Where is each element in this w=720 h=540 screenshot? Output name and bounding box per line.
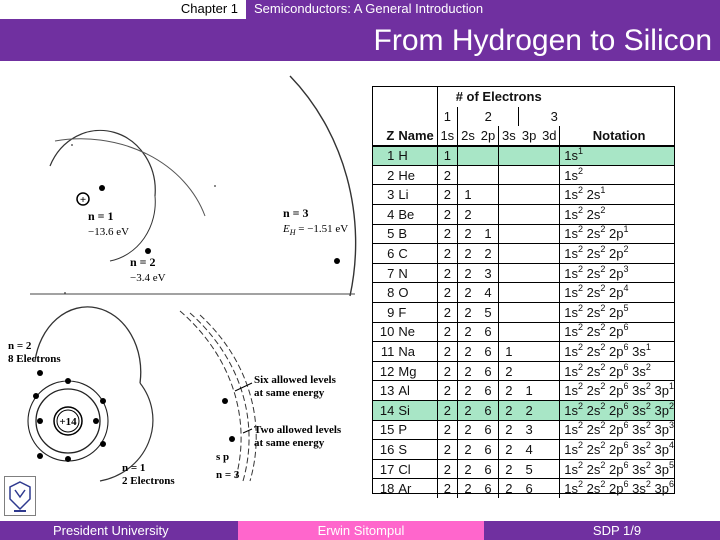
cell-notation: $1s^2$ $2s^2$ $2p^1$ — [560, 224, 674, 244]
table-row — [373, 185, 674, 205]
cell-name: Cl — [396, 459, 437, 479]
silicon-shell-diagram — [8, 307, 342, 487]
logo-emblem-icon — [5, 477, 35, 515]
cell-electron-count — [458, 165, 478, 185]
cell-electron-count: 2 — [498, 420, 518, 440]
cell-electron-count: 2 — [458, 440, 478, 460]
table-row — [373, 224, 674, 244]
cell-electron-count: 2 — [437, 303, 457, 323]
cell-notation: $1s^2$ $2s^2$ $2p^2$ — [560, 244, 674, 264]
h-n2-label: n = 2 — [130, 255, 156, 269]
cell-name: Be — [396, 205, 437, 225]
footer-slide-number: SDP 1/9 — [592, 523, 642, 538]
cell-name: S — [396, 440, 437, 460]
table-row — [373, 322, 674, 342]
si-n2-label: n = 2 — [8, 340, 32, 352]
cell-electron-count: 2 — [458, 459, 478, 479]
table-row — [373, 401, 674, 421]
electron-config-table — [373, 87, 674, 498]
cell-electron-count: 2 — [458, 322, 478, 342]
cell-electron-count: 2 — [437, 263, 457, 283]
cell-notation: $1s^2$ $2s^2$ $2p^6$ $3s^2$ $3p^5$ — [560, 459, 674, 479]
cell-electron-count: 3 — [519, 420, 539, 440]
cell-electron-count: 3 — [478, 263, 498, 283]
cell-z: 7 — [373, 263, 396, 283]
cell-electron-count — [539, 459, 559, 479]
cell-notation: $1s^2$ — [560, 165, 674, 185]
cell-z: 5 — [373, 224, 396, 244]
cell-electron-count: 2 — [458, 224, 478, 244]
cell-electron-count — [539, 322, 559, 342]
cell-electron-count — [519, 303, 539, 323]
h-n3-label: n = 3 — [283, 206, 309, 220]
cell-electron-count — [519, 322, 539, 342]
cell-electron-count: 6 — [478, 381, 498, 401]
cell-electron-count — [498, 322, 518, 342]
shell-2-header: 2 — [458, 107, 519, 127]
atom-diagrams — [0, 61, 370, 521]
table-row — [373, 283, 674, 303]
cell-electron-count — [539, 283, 559, 303]
cell-name: O — [396, 283, 437, 303]
cell-electron-count — [539, 165, 559, 185]
cell-electron-count — [519, 342, 539, 362]
cell-electron-count: 2 — [458, 303, 478, 323]
cell-electron-count — [478, 165, 498, 185]
cell-electron-count: 2 — [437, 381, 457, 401]
si-n2-electrons: 8 Electrons — [8, 353, 61, 365]
cell-notation: $1s^2$ $2s^2$ $2p^5$ — [560, 303, 674, 323]
cell-electron-count: 2 — [498, 381, 518, 401]
cell-electron-count — [519, 185, 539, 205]
cell-electron-count — [498, 165, 518, 185]
table-row — [373, 303, 674, 323]
cell-z: 16 — [373, 440, 396, 460]
cell-electron-count — [519, 263, 539, 283]
six-levels-line2: at same energy — [254, 387, 325, 399]
cell-electron-count — [478, 205, 498, 225]
cell-name: C — [396, 244, 437, 264]
cell-electron-count: 2 — [437, 479, 457, 499]
cell-notation: $1s^2$ $2s^2$ $2p^6$ — [560, 322, 674, 342]
cell-name: N — [396, 263, 437, 283]
cell-name: Al — [396, 381, 437, 401]
cell-z: 3 — [373, 185, 396, 205]
cell-electron-count: 2 — [458, 283, 478, 303]
table-row — [373, 165, 674, 185]
cell-electron-count: 6 — [478, 322, 498, 342]
cell-electron-count: 4 — [519, 440, 539, 460]
cell-electron-count: 2 — [458, 401, 478, 421]
table-row — [373, 459, 674, 479]
cell-electron-count: 2 — [458, 342, 478, 362]
cell-notation: $1s^2$ $2s^2$ — [560, 205, 674, 225]
cell-z: 15 — [373, 420, 396, 440]
table-body — [373, 146, 674, 499]
cell-electron-count: 6 — [478, 459, 498, 479]
col-3s-header: 3s — [498, 126, 518, 146]
cell-electron-count: 2 — [458, 420, 478, 440]
cell-electron-count: 2 — [458, 479, 478, 499]
cell-z: 4 — [373, 205, 396, 225]
silicon-nucleus: +14 — [59, 416, 77, 428]
table-row — [373, 342, 674, 362]
table-row — [373, 146, 674, 166]
h-n3-energy: $E_H = -1.51$ eV — [283, 223, 349, 237]
cell-z: 13 — [373, 381, 396, 401]
cell-electron-count: 2 — [458, 263, 478, 283]
cell-electron-count — [539, 205, 559, 225]
cell-notation: $1s^2$ $2s^2$ $2p^6$ $3s^2$ — [560, 361, 674, 381]
col-z-header: Z — [373, 126, 396, 146]
shell-3-header: 3 — [519, 107, 560, 127]
table-row — [373, 263, 674, 283]
col-3d-header: 3d — [539, 126, 559, 146]
cell-electron-count: 6 — [478, 401, 498, 421]
cell-electron-count: 2 — [437, 440, 457, 460]
cell-electron-count: 2 — [498, 401, 518, 421]
cell-electron-count: 2 — [437, 244, 457, 264]
cell-electron-count: 2 — [458, 381, 478, 401]
si-n3-label: n = 3 — [216, 469, 240, 481]
cell-electron-count — [519, 224, 539, 244]
hydrogen-orbit-diagram — [50, 76, 356, 296]
col-3p-header: 3p — [519, 126, 539, 146]
table-row — [373, 205, 674, 225]
cell-z: 17 — [373, 459, 396, 479]
cell-notation: $1s^2$ $2s^2$ $2p^6$ $3s^2$ $3p^4$ — [560, 440, 674, 460]
cell-name: He — [396, 165, 437, 185]
cell-electron-count — [498, 244, 518, 264]
col-name-header: Name — [396, 126, 437, 146]
electron-config-table-panel — [372, 86, 675, 497]
cell-z: 1 — [373, 146, 396, 166]
cell-z: 18 — [373, 479, 396, 499]
cell-electron-count — [519, 244, 539, 264]
col-2p-header: 2p — [478, 126, 498, 146]
cell-electron-count — [539, 401, 559, 421]
cell-electron-count: 1 — [458, 185, 478, 205]
cell-notation: $1s^2$ $2s^2$ $2p^6$ $3s^2$ $3p^2$ — [560, 401, 674, 421]
col-2s-header: 2s — [458, 126, 478, 146]
col-1s-header: 1s — [437, 126, 457, 146]
cell-electron-count — [539, 381, 559, 401]
cell-z: 2 — [373, 165, 396, 185]
cell-electron-count: 2 — [437, 283, 457, 303]
cell-electron-count: 4 — [478, 283, 498, 303]
cell-electron-count — [539, 342, 559, 362]
cell-notation: $1s^2$ $2s^1$ — [560, 185, 674, 205]
cell-electron-count: 5 — [519, 459, 539, 479]
cell-z: 14 — [373, 401, 396, 421]
cell-notation: $1s^2$ $2s^2$ $2p^6$ $3s^2$ $3p^6$ — [560, 479, 674, 499]
cell-electron-count: 6 — [478, 342, 498, 362]
cell-electron-count: 1 — [519, 381, 539, 401]
cell-name: Ar — [396, 479, 437, 499]
table-row — [373, 440, 674, 460]
cell-name: Ne — [396, 322, 437, 342]
sp-label: s p — [216, 451, 230, 463]
cell-z: 11 — [373, 342, 396, 362]
cell-electron-count — [539, 224, 559, 244]
si-n1-electrons: 2 Electrons — [122, 475, 175, 487]
cell-z: 8 — [373, 283, 396, 303]
cell-name: Na — [396, 342, 437, 362]
cell-electron-count — [539, 479, 559, 499]
cell-electron-count — [519, 361, 539, 381]
table-row — [373, 244, 674, 264]
h-n2-energy: −3.4 eV — [130, 272, 166, 284]
cell-name: Li — [396, 185, 437, 205]
cell-z: 12 — [373, 361, 396, 381]
cell-electron-count: 6 — [519, 479, 539, 499]
cell-electron-count — [539, 185, 559, 205]
two-levels-line2: at same energy — [254, 437, 325, 449]
cell-electron-count: 2 — [498, 361, 518, 381]
cell-notation: $1s^1$ — [560, 146, 674, 166]
cell-electron-count — [519, 283, 539, 303]
cell-electron-count — [458, 146, 478, 166]
cell-electron-count: 2 — [437, 420, 457, 440]
cell-electron-count: 6 — [478, 479, 498, 499]
cell-electron-count: 2 — [478, 244, 498, 264]
cell-electron-count — [539, 303, 559, 323]
cell-electron-count: 1 — [437, 146, 457, 166]
cell-electron-count: 2 — [458, 361, 478, 381]
cell-notation: $1s^2$ $2s^2$ $2p^4$ — [560, 283, 674, 303]
table-row — [373, 479, 674, 499]
cell-electron-count: 2 — [437, 401, 457, 421]
cell-name: Mg — [396, 361, 437, 381]
slide-title: From Hydrogen to Silicon — [373, 24, 712, 57]
cell-name: B — [396, 224, 437, 244]
cell-name: H — [396, 146, 437, 166]
cell-electron-count — [498, 263, 518, 283]
cell-electron-count: 6 — [478, 420, 498, 440]
cell-electron-count — [498, 185, 518, 205]
table-row — [373, 420, 674, 440]
cell-electron-count: 2 — [437, 342, 457, 362]
table-row — [373, 361, 674, 381]
cell-electron-count — [539, 263, 559, 283]
cell-electron-count: 2 — [498, 479, 518, 499]
cell-electron-count — [519, 205, 539, 225]
cell-electron-count: 2 — [519, 401, 539, 421]
cell-notation: $1s^2$ $2s^2$ $2p^6$ $3s^2$ $3p^1$ — [560, 381, 674, 401]
h-n1-label: n = 1 — [88, 209, 114, 223]
university-logo — [4, 476, 36, 516]
si-n1-label: n = 1 — [122, 462, 146, 474]
cell-electron-count — [498, 283, 518, 303]
cell-electron-count — [539, 440, 559, 460]
cell-electron-count — [498, 303, 518, 323]
cell-electron-count: 2 — [498, 440, 518, 460]
cell-electron-count — [539, 244, 559, 264]
cell-electron-count — [478, 146, 498, 166]
cell-electron-count — [498, 146, 518, 166]
cell-electron-count — [519, 165, 539, 185]
cell-electron-count: 2 — [437, 459, 457, 479]
cell-electron-count: 2 — [437, 224, 457, 244]
cell-electron-count: 2 — [458, 205, 478, 225]
cell-electron-count: 6 — [478, 361, 498, 381]
cell-electron-count: 6 — [478, 440, 498, 460]
two-levels-line1: Two allowed levels — [254, 424, 342, 436]
h-n1-energy: −13.6 eV — [88, 226, 130, 238]
cell-electron-count — [519, 146, 539, 166]
footer-author: Erwin Sitompul — [238, 521, 484, 540]
footer-institution: President University — [53, 523, 169, 538]
cell-electron-count — [498, 205, 518, 225]
cell-name: F — [396, 303, 437, 323]
cell-electron-count: 1 — [478, 224, 498, 244]
cell-z: 9 — [373, 303, 396, 323]
shell-1-header: 1 — [437, 107, 457, 127]
cell-electron-count: 2 — [437, 361, 457, 381]
cell-electron-count: 2 — [498, 459, 518, 479]
cell-name: Si — [396, 401, 437, 421]
col-notation-header: Notation — [560, 126, 674, 146]
cell-notation: $1s^2$ $2s^2$ $2p^6$ $3s^1$ — [560, 342, 674, 362]
cell-electron-count: 2 — [458, 244, 478, 264]
cell-electron-count — [539, 361, 559, 381]
cell-electron-count: 1 — [498, 342, 518, 362]
cell-electron-count: 5 — [478, 303, 498, 323]
cell-notation: $1s^2$ $2s^2$ $2p^3$ — [560, 263, 674, 283]
cell-electron-count: 2 — [437, 205, 457, 225]
cell-electron-count — [478, 185, 498, 205]
cell-z: 6 — [373, 244, 396, 264]
table-group-header: # of Electrons — [437, 87, 560, 107]
chapter-subtitle: Semiconductors: A General Introduction — [254, 1, 484, 16]
table-row — [373, 381, 674, 401]
cell-electron-count: 2 — [437, 185, 457, 205]
cell-z: 10 — [373, 322, 396, 342]
cell-notation: $1s^2$ $2s^2$ $2p^6$ $3s^2$ $3p^3$ — [560, 420, 674, 440]
six-levels-line1: Six allowed levels — [254, 374, 336, 386]
cell-electron-count — [539, 420, 559, 440]
cell-electron-count: 2 — [437, 322, 457, 342]
cell-electron-count — [498, 224, 518, 244]
cell-name: P — [396, 420, 437, 440]
cell-electron-count: 2 — [437, 165, 457, 185]
hydrogen-nucleus: + — [79, 194, 87, 206]
cell-electron-count — [539, 146, 559, 166]
chapter-label: Chapter 1 — [0, 0, 246, 19]
